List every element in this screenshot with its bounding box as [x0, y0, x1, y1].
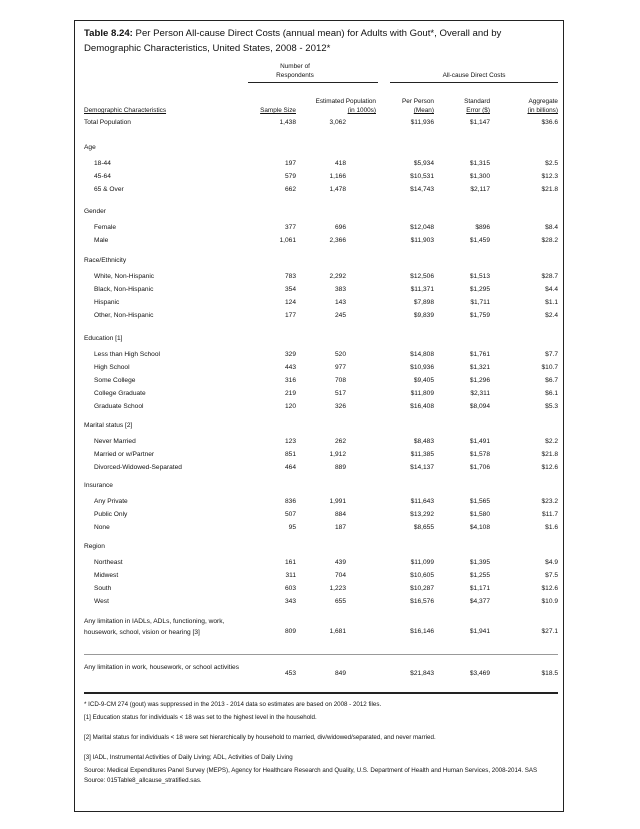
est-pop-cell: 245 — [334, 312, 346, 319]
est-pop-cell: 977 — [334, 364, 346, 371]
est-pop-cell: 1,912 — [329, 451, 346, 458]
est-pop-cell: 326 — [334, 403, 346, 410]
sample-size-cell: 507 — [284, 511, 296, 518]
row-label: White, Non-Hispanic — [94, 273, 155, 280]
std-error-cell: $1,321 — [469, 364, 490, 371]
aggregate-cell: $1.1 — [545, 299, 558, 306]
per-person-cell: $12,506 — [410, 273, 434, 280]
std-error-header: Standard Error ($) — [464, 98, 490, 114]
sample-size-cell: 219 — [284, 390, 296, 397]
est-pop-cell: 2,366 — [329, 237, 346, 244]
std-error-cell: $1,459 — [469, 237, 490, 244]
footnote-3: [3] IADL, Instrumental Activities of Daily Living; ADL, Activities of Daily Living — [84, 754, 293, 761]
per-person-cell: $11,385 — [410, 451, 434, 458]
aggregate-cell: $7.7 — [545, 351, 558, 358]
row-label: South — [94, 585, 112, 592]
limitation-work-label: Any limitation in work, housework, or school activities — [84, 664, 240, 671]
row-label: Female — [94, 224, 116, 231]
table-row — [84, 310, 558, 322]
row-label: Hispanic — [94, 299, 120, 306]
per-person-cell: $14,743 — [410, 186, 434, 193]
table-row — [84, 496, 558, 508]
per-person-cell: $16,576 — [410, 598, 434, 605]
limitation-any-values: 809 1,681 $16,146 $1,941 $27.1 — [284, 628, 558, 635]
std-error-cell: $1,255 — [469, 572, 490, 579]
sample-size-cell: 464 — [284, 464, 296, 471]
sample-size-cell: 603 — [284, 585, 296, 592]
per-person-cell: $11,936 — [410, 119, 434, 126]
table-row — [84, 509, 558, 521]
sample-size-cell: 1,438 — [279, 119, 296, 126]
per-person-cell: $14,808 — [410, 351, 434, 358]
per-person-header: Per Person (Mean) — [402, 98, 434, 114]
table-row — [84, 158, 558, 170]
sample-size-cell: 123 — [284, 438, 296, 445]
row-label: High School — [94, 364, 130, 371]
std-error-cell: $1,580 — [469, 511, 490, 518]
sample-size-cell: 197 — [284, 160, 296, 167]
est-pop-cell: 655 — [334, 598, 346, 605]
footnote-1: [1] Education status for individuals < 18 was set to the highest level in the household. — [84, 714, 317, 721]
std-error-cell: $1,300 — [469, 173, 490, 180]
sample-size-cell: 443 — [284, 364, 296, 371]
aggregate-cell: $10.9 — [541, 598, 558, 605]
aggregate-cell: $4.4 — [545, 286, 558, 293]
respondents-group-rule — [248, 82, 378, 83]
sample-size-cell: 316 — [284, 377, 296, 384]
aggregate-cell: $21.8 — [541, 186, 558, 193]
row-label: 18-44 — [94, 160, 111, 167]
aggregate-header: Aggregate (in billions) — [527, 98, 558, 114]
std-error-cell: $2,117 — [470, 186, 490, 193]
per-person-cell: $9,839 — [413, 312, 434, 319]
table-row — [84, 297, 558, 309]
per-person-cell: $10,936 — [410, 364, 434, 371]
std-error-cell: $1,513 — [469, 273, 490, 280]
sample-size-cell: 124 — [284, 299, 296, 306]
sample-size-cell: 161 — [284, 559, 296, 566]
table-row — [84, 522, 558, 534]
table-number: Table 8.24: — [84, 28, 133, 39]
group-heading: Age — [84, 144, 96, 151]
row-label: Never Married — [94, 438, 136, 445]
row-label: College Graduate — [94, 390, 146, 397]
group-heading: Insurance — [84, 482, 113, 489]
group-heading: Education [1] — [84, 335, 123, 342]
per-person-cell: $13,292 — [410, 511, 434, 518]
per-person-cell: $11,643 — [410, 498, 434, 505]
group-heading: Marital status [2] — [84, 422, 133, 429]
sample-size-cell: 851 — [284, 451, 296, 458]
sample-size-cell: 95 — [288, 524, 296, 531]
est-pop-cell: 2,292 — [329, 273, 346, 280]
std-error-cell: $1,295 — [469, 286, 490, 293]
est-pop-cell: 1,991 — [329, 498, 346, 505]
table-row — [84, 171, 558, 183]
est-pop-cell: 704 — [334, 572, 346, 579]
row-label: Other, Non-Hispanic — [94, 312, 154, 319]
aggregate-cell: $11.7 — [541, 511, 558, 518]
row-label: Any Private — [94, 498, 128, 505]
sample-size-cell: 329 — [284, 351, 296, 358]
est-pop-cell: 418 — [334, 160, 346, 167]
std-error-cell: $1,711 — [470, 299, 490, 306]
table-row — [84, 222, 558, 234]
row-label: None — [94, 524, 110, 531]
group-heading-row — [84, 480, 558, 492]
std-error-cell: $4,377 — [469, 598, 490, 605]
footnote-asterisk: * ICD-9-CM 274 (gout) was suppressed in the 2013 - 2014 data so estimates are based on 2008 - 2012 files. — [84, 701, 382, 708]
source-note: Source: Medical Expenditures Panel Survey (MEPS), Agency for Healthcare Research and Quality, U.S. Department of Health and Human Services, 2008-2014. SAS Source: 015Table8_allcause_stratified.sas. — [84, 767, 538, 784]
per-person-cell: $16,408 — [410, 403, 434, 410]
row-label: Black, Non-Hispanic — [94, 286, 154, 293]
aggregate-cell: $28.2 — [541, 237, 558, 244]
aggregate-cell: $2.4 — [545, 312, 558, 319]
est-pop-cell: 383 — [334, 286, 346, 293]
aggregate-cell: $7.5 — [545, 572, 558, 579]
est-pop-cell: 262 — [334, 438, 346, 445]
aggregate-cell: $4.9 — [545, 559, 558, 566]
est-pop-cell: 884 — [334, 511, 346, 518]
costs-group-header: All-cause Direct Costs — [442, 72, 506, 79]
row-label: Male — [94, 237, 109, 244]
sample-size-cell: 377 — [284, 224, 296, 231]
table-row — [84, 436, 558, 448]
sample-size-cell: 662 — [284, 186, 296, 193]
sample-size-cell: 343 — [284, 598, 296, 605]
row-label: Some College — [94, 377, 136, 384]
aggregate-cell: $12.6 — [541, 585, 558, 592]
table-row — [84, 349, 558, 361]
footnote-rule — [84, 692, 558, 694]
per-person-cell: $5,934 — [413, 160, 434, 167]
aggregate-cell: $21.8 — [541, 451, 558, 458]
std-error-cell: $8,094 — [469, 403, 490, 410]
sample-size-cell: 354 — [284, 286, 296, 293]
group-heading-row — [84, 420, 558, 432]
std-error-cell: $1,315 — [469, 160, 490, 167]
costs-group-rule — [390, 82, 558, 83]
est-pop-cell: 439 — [334, 559, 346, 566]
est-pop-cell: 889 — [334, 464, 346, 471]
est-pop-cell: 696 — [334, 224, 346, 231]
table-row — [84, 235, 558, 247]
group-heading: Race/Ethnicity — [84, 257, 127, 264]
sample-size-cell: 783 — [284, 273, 296, 280]
limitation-work-values: 453 849 $21,843 $3,469 $18.5 — [284, 670, 558, 677]
per-person-cell: $11,099 — [410, 559, 434, 566]
group-heading-row — [84, 333, 558, 345]
table-row — [84, 583, 558, 595]
row-label: West — [94, 598, 109, 605]
table-row — [84, 401, 558, 413]
table-row — [84, 462, 558, 474]
aggregate-cell: $6.7 — [545, 377, 558, 384]
row-label: Midwest — [94, 572, 119, 579]
table-row — [84, 362, 558, 374]
row-label: Northeast — [94, 559, 123, 566]
per-person-cell: $12,048 — [410, 224, 434, 231]
table-row — [84, 271, 558, 283]
row-label: Graduate School — [94, 403, 144, 410]
aggregate-cell: $8.4 — [545, 224, 558, 231]
aggregate-cell: $36.6 — [541, 119, 558, 126]
sample-size-cell: 1,061 — [279, 237, 296, 244]
est-pop-cell: 1,166 — [329, 173, 346, 180]
footnote-2: [2] Marital status for individuals < 18 were set hierarchically by household to married, div/widowed/separated, and never married. — [84, 734, 436, 741]
sample-size-cell: 836 — [284, 498, 296, 505]
per-person-cell: $10,531 — [410, 173, 434, 180]
row-label: Less than High School — [94, 351, 160, 358]
sample-size-header: Sample Size — [260, 107, 296, 114]
per-person-cell: $8,483 — [413, 438, 434, 445]
table-title — [84, 26, 558, 56]
row-label: 45-64 — [94, 173, 111, 180]
per-person-cell: $14,137 — [410, 464, 434, 471]
per-person-cell: $7,898 — [413, 299, 434, 306]
table-row — [84, 570, 558, 582]
std-error-cell: $1,565 — [469, 498, 490, 505]
std-error-cell: $1,147 — [469, 119, 490, 126]
aggregate-cell: $10.7 — [541, 364, 558, 371]
table-row — [84, 375, 558, 387]
per-person-cell: $8,655 — [413, 524, 434, 531]
aggregate-cell: $28.7 — [541, 273, 558, 280]
sample-size-cell: 177 — [284, 312, 296, 319]
table-row — [84, 449, 558, 461]
table-row — [84, 596, 558, 608]
per-person-cell: $11,809 — [410, 390, 434, 397]
aggregate-cell: $1.6 — [545, 524, 558, 531]
table-row — [84, 184, 558, 196]
est-pop-cell: 520 — [334, 351, 346, 358]
row-label: 65 & Over — [94, 186, 124, 193]
aggregate-cell: $12.6 — [541, 464, 558, 471]
extra-rows-divider — [84, 654, 558, 655]
est-pop-cell: 708 — [334, 377, 346, 384]
sample-size-cell: 311 — [285, 572, 296, 579]
est-pop-cell: 143 — [334, 299, 346, 306]
std-error-cell: $4,108 — [469, 524, 490, 531]
per-person-cell: $9,405 — [413, 377, 434, 384]
std-error-cell: $1,578 — [469, 451, 490, 458]
std-error-cell: $1,761 — [469, 351, 490, 358]
est-pop-cell: 187 — [334, 524, 346, 531]
std-error-cell: $1,296 — [469, 377, 490, 384]
est-pop-cell: 1,478 — [329, 186, 346, 193]
std-error-cell: $1,395 — [469, 559, 490, 566]
group-heading-row — [84, 206, 558, 218]
est-pop-cell: 1,223 — [329, 585, 346, 592]
std-error-cell: $1,759 — [469, 312, 490, 319]
group-heading-row — [84, 541, 558, 553]
std-error-cell: $1,171 — [469, 585, 490, 592]
sample-size-cell: 120 — [284, 403, 296, 410]
row-label: Divorced-Widowed-Separated — [94, 464, 182, 471]
std-error-cell: $1,706 — [469, 464, 490, 471]
aggregate-cell: $2.2 — [545, 438, 558, 445]
aggregate-cell: $2.5 — [545, 160, 558, 167]
est-pop-header: Estimated Population (in 1000s) — [315, 98, 376, 114]
group-heading-row — [84, 142, 558, 154]
demo-col-header: Demographic Characteristics — [84, 107, 167, 114]
est-pop-cell: 3,062 — [329, 119, 346, 126]
per-person-cell: $11,903 — [410, 237, 434, 244]
row-label: Total Population — [84, 119, 131, 126]
table-row — [84, 117, 558, 129]
table-row — [84, 388, 558, 400]
row-label: Married or w/Partner — [94, 451, 155, 458]
per-person-cell: $10,287 — [410, 585, 434, 592]
aggregate-cell: $6.1 — [545, 390, 558, 397]
limitation-any-label: Any limitation in IADLs, ADLs, functioning, work, housework, school, vision or hearing [3] — [84, 618, 225, 636]
row-label: Public Only — [94, 511, 128, 518]
per-person-cell: $10,605 — [410, 572, 434, 579]
table-row — [84, 284, 558, 296]
std-error-cell: $1,491 — [469, 438, 490, 445]
std-error-cell: $2,311 — [470, 390, 490, 397]
group-heading: Gender — [84, 208, 106, 215]
respondents-group-header: Number of Respondents — [276, 63, 314, 79]
table-row — [84, 557, 558, 569]
est-pop-cell: 517 — [334, 390, 346, 397]
per-person-cell: $11,371 — [410, 286, 434, 293]
group-heading: Region — [84, 543, 105, 550]
aggregate-cell: $5.3 — [545, 403, 558, 410]
table-title-text: Per Person All-cause Direct Costs (annual mean) for Adults with Gout*, Overall and by Demographic Characteristics, United States, 2008 - 2012* — [84, 28, 502, 54]
std-error-cell: $896 — [475, 224, 490, 231]
sample-size-cell: 579 — [284, 173, 296, 180]
group-heading-row — [84, 255, 558, 267]
aggregate-cell: $23.2 — [541, 498, 558, 505]
aggregate-cell: $12.3 — [541, 173, 558, 180]
